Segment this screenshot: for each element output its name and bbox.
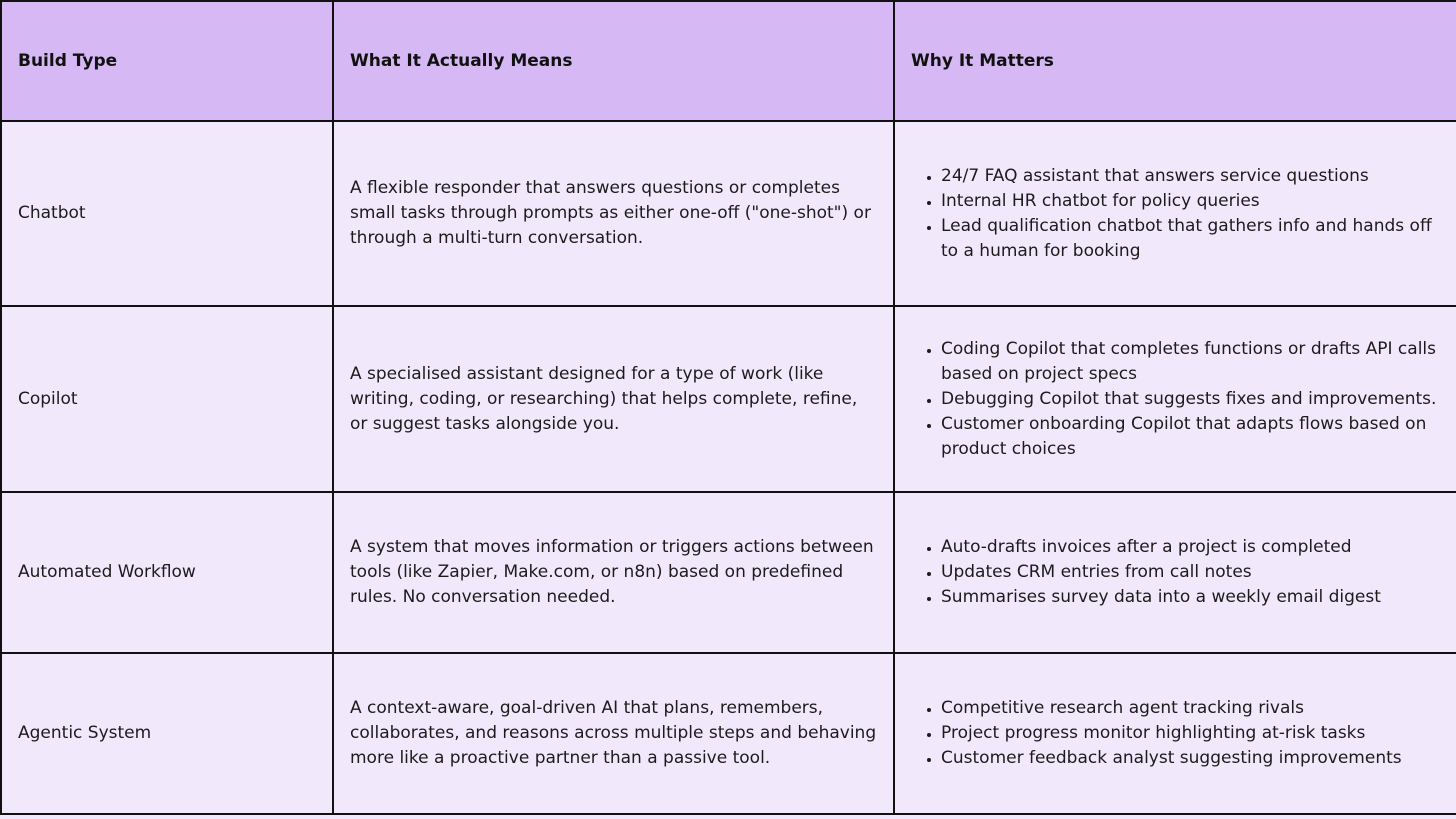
why-cell [894,653,1456,814]
meaning-cell: A specialised assistant designed for a type of work (like writing, coding, or researching) that helps complete, refine, or suggest tasks alongside you. [333,306,894,492]
list-item: • 24/7 FAQ assistant that answers service questions [941,164,1442,189]
list-item: • Customer onboarding Copilot that adapts flows based on product choices [941,412,1442,462]
header-why-it-matters: Why It Matters [894,1,1456,121]
header-row [1,1,1456,121]
table-row [1,121,1456,306]
why-cell [894,306,1456,492]
meaning-cell: A flexible responder that answers questions or completes small tasks through prompts as either one-off ("one-shot") or through a multi-turn conversation. [333,121,894,306]
list-item: • Summarises survey data into a weekly email digest [941,585,1442,610]
header-meaning: What It Actually Means [333,1,894,121]
why-list [911,535,1442,610]
list-item: • Customer feedback analyst suggesting improvements [941,746,1442,771]
why-list [911,164,1442,264]
meaning-cell: A context-aware, goal-driven AI that plans, remembers, collaborates, and reasons across multiple steps and behaving more like a proactive partner than a passive tool. [333,653,894,814]
build-type-cell: Agentic System [1,653,333,814]
list-item: • Auto-drafts invoices after a project is completed [941,535,1442,560]
table-row [1,492,1456,653]
why-list [911,337,1442,462]
meaning-cell: A system that moves information or triggers actions between tools (like Zapier, Make.com, or n8n) based on predefined rules. No conversation needed. [333,492,894,653]
table-row [1,653,1456,814]
table-row [1,306,1456,492]
build-type-cell: Automated Workflow [1,492,333,653]
list-item: • Project progress monitor highlighting at-risk tasks [941,721,1442,746]
list-item: • Lead qualification chatbot that gathers info and hands off to a human for booking [941,214,1442,264]
why-list [911,696,1442,771]
list-item: • Debugging Copilot that suggests fixes and improvements. [941,387,1442,412]
header-build-type: Build Type [1,1,333,121]
list-item: • Updates CRM entries from call notes [941,560,1442,585]
why-cell [894,121,1456,306]
list-item: • Internal HR chatbot for policy queries [941,189,1442,214]
why-cell [894,492,1456,653]
list-item: • Competitive research agent tracking rivals [941,696,1442,721]
list-item: • Coding Copilot that completes functions or drafts API calls based on project specs [941,337,1442,387]
build-type-cell: Copilot [1,306,333,492]
build-type-cell: Chatbot [1,121,333,306]
